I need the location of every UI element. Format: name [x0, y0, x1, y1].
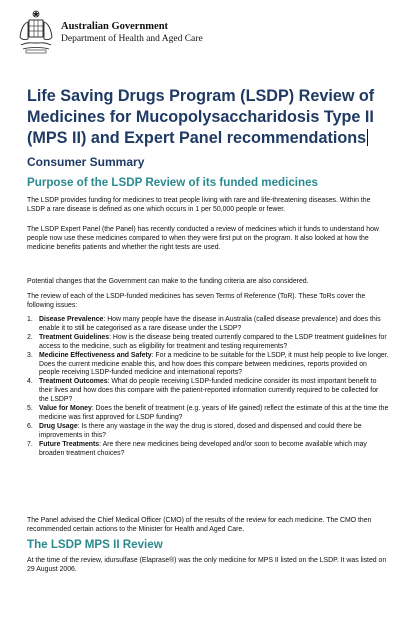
paragraph-potential-changes: Potential changes that the Government can make to the funding criteria are also considered.	[27, 278, 309, 285]
list-item-text: : Is there any wastage in the way the drug is stored, dosed and dispensed and could there be improvements in this?	[39, 422, 362, 439]
list-item-number: 3.	[27, 351, 33, 359]
coat-of-arms-icon	[17, 9, 55, 55]
list-item-number: 6.	[27, 422, 33, 430]
list-item-term: Treatment Outcomes	[39, 378, 108, 386]
list-item-text: : What do people receiving LSDP-funded medicine consider its most important benefit to their lives and how does this compare with the patient-reported information currently required to be collected for the LSDP?	[39, 378, 379, 404]
terms-of-reference-list	[27, 316, 389, 459]
list-item-term: Future Treatments	[39, 440, 100, 448]
government-name: Australian Government	[61, 21, 169, 32]
list-item-text: : Does the benefit of treatment (e.g. years of life gained) reflect the estimate of this at the time the medicine was first approved for LSDP funding?	[39, 405, 389, 421]
list-item-number: 1.	[27, 316, 33, 323]
section-heading-mps-ii-review: The LSDP MPS II Review	[27, 538, 163, 551]
list-item-number: 7.	[27, 440, 33, 448]
list-item	[27, 441, 389, 459]
government-wordmark	[61, 21, 203, 45]
section-heading-purpose: Purpose of the LSDP Review of its funded medicines	[27, 176, 318, 189]
list-item	[27, 334, 389, 352]
list-item-term: Value for Money	[39, 405, 92, 413]
list-item-text: : Are there new medicines being developed and/or soon to become available which may broaden treatment choices?	[39, 440, 367, 457]
list-item-text: : For a medicine to be suitable for the LSDP, it must help people to live longer. Does the current medicine enable this, and how does this compare between medicines, reports provided on people receiving LSDP-funded medicine and international reports?	[39, 351, 389, 377]
paragraph-panel-advice: The Panel advised the Chief Medical Officer (CMO) of the results of the review for each medicine. The CMO then recommended certain actions to the Minister for Health and Aged Care.	[27, 517, 372, 533]
paragraph-lsdp-funding: The LSDP provides funding for medicines to treat people living with rare and life-threatening diseases. Within the LSDP a rare disease is defined as one which occurs in 1 per 50,000 people or fewer.	[27, 197, 371, 213]
list-item	[27, 378, 389, 405]
text-cursor	[367, 129, 368, 146]
list-item-text: : How is the disease being treated currently compared to the LSDP treatment guidelines for access to the medicine, such as eligibility for treatment and testing requirements?	[39, 333, 387, 350]
document-title-text: Life Saving Drugs Program (LSDP) Review of Medicines for Mucopolysaccharidosis Type II (MPS II) and Expert Panel recommendations	[27, 87, 375, 147]
list-item-term: Drug Usage	[39, 422, 78, 430]
paragraph-expert-panel: The LSDP Expert Panel (the Panel) has recently conducted a review of medicines which it funds to understand how people now use these medicines compared to when they were first put on the program. It also looked at how the medicine benefits patients and whether the right tests are used.	[27, 226, 379, 251]
list-item	[27, 316, 389, 334]
list-item-term: Treatment Guidelines	[39, 333, 110, 341]
department-name: Department of Health and Aged Care	[61, 34, 203, 44]
list-item-term: Disease Prevalence	[39, 316, 104, 323]
paragraph-idursulfase: At the time of the review, idursulfase (Elaprase®) was the only medicine for MPS II listed on the LSDP. It was listed on 29 August 2006.	[27, 557, 387, 573]
list-item	[27, 423, 389, 441]
list-item	[27, 352, 389, 379]
list-item-number: 5.	[27, 405, 33, 413]
list-item-text: : How many people have the disease in Australia (called disease prevalence) and does this enable it to still be categorised as a rare disease under the LSDP?	[39, 316, 381, 332]
list-item	[27, 405, 389, 423]
list-item-number: 2.	[27, 333, 33, 341]
list-item-term: Medicine Effectiveness and Safety	[39, 351, 152, 359]
document-subtitle: Consumer Summary	[27, 155, 145, 169]
government-header	[17, 9, 277, 71]
paragraph-terms-of-reference: The review of each of the LSDP-funded medicines has seven Terms of Reference (ToR). These ToRs cover the following issues:	[27, 293, 366, 309]
document-title[interactable]	[27, 86, 397, 149]
list-item-number: 4.	[27, 378, 33, 386]
